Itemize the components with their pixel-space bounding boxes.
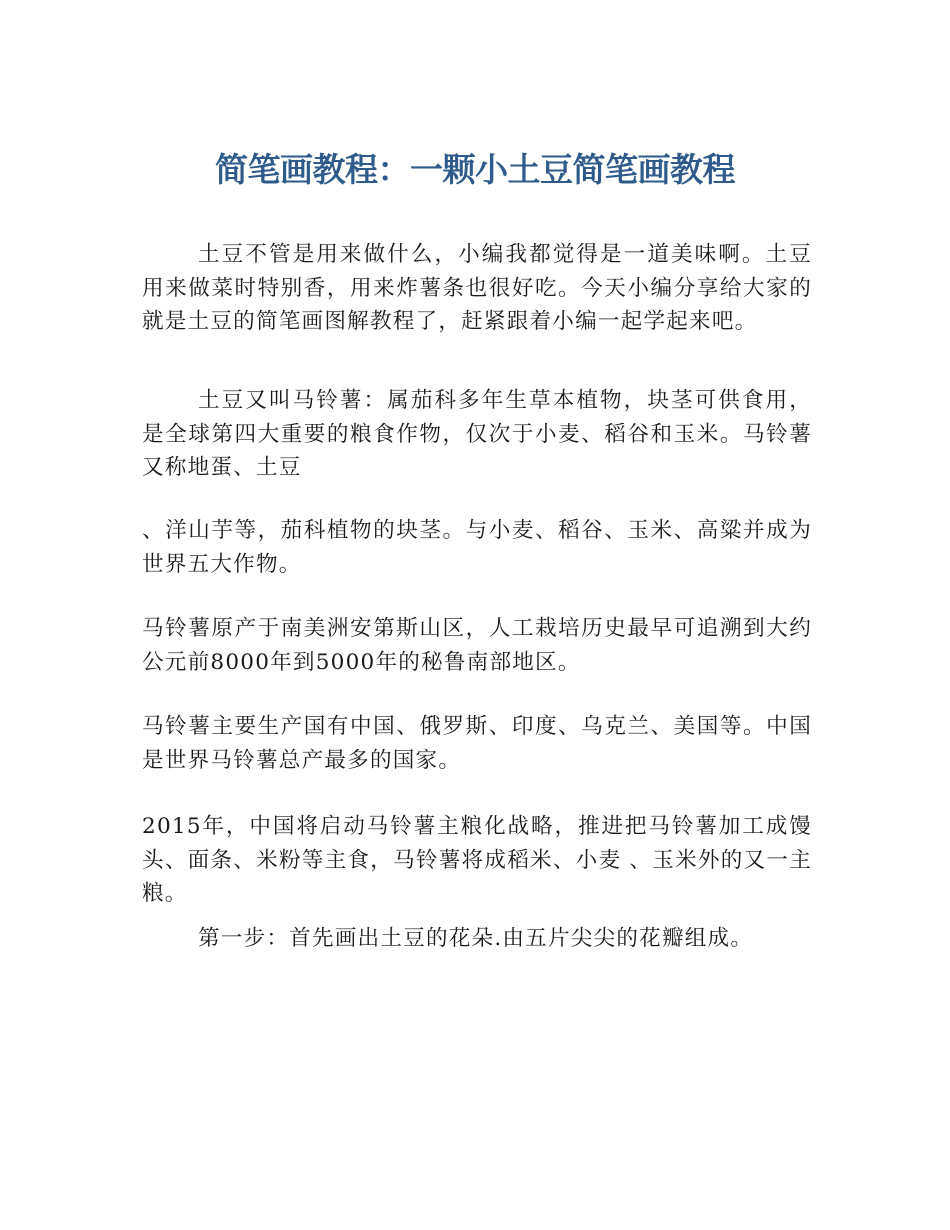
- paragraph-staple-strategy: 2015年，中国将启动马铃薯主粮化战略，推进把马铃薯加工成馒头、面条、米粉等主食，马铃薯将成稻米、小麦 、玉米外的又一主粮。: [142, 814, 812, 906]
- paragraph-potato-origin: 马铃薯原产于南美洲安第斯山区，人工栽培历史最早可追溯到大约公元前8000年到5000年的秘鲁南部地区。: [142, 616, 812, 675]
- paragraph-step-one: 第一步：首先画出土豆的花朵.由五片尖尖的花瓣组成。: [198, 926, 754, 951]
- paragraph-potato-aliases: 、洋山芋等，茄科植物的块茎。与小麦、稻谷、玉米、高粱并成为世界五大作物。: [142, 518, 812, 577]
- paragraph-potato-definition: 土豆又叫马铃薯：属茄科多年生草本植物，块茎可供食用，是全球第四大重要的粮食作物，仅次于小麦、稻谷和玉米。马铃薯又称地蛋、土豆: [142, 388, 812, 480]
- paragraph-intro: 土豆不管是用来做什么，小编我都觉得是一道美味啊。土豆用来做菜时特别香，用来炸薯条也很好吃。今天小编分享给大家的就是土豆的简笔画图解教程了，赶紧跟着小编一起学起来吧。: [142, 242, 812, 334]
- paragraph-potato-producers: 马铃薯主要生产国有中国、俄罗斯、印度、乌克兰、美国等。中国是世界马铃薯总产最多的国家。: [142, 714, 812, 773]
- document-title: 简笔画教程：一颗小土豆简笔画教程: [215, 150, 735, 189]
